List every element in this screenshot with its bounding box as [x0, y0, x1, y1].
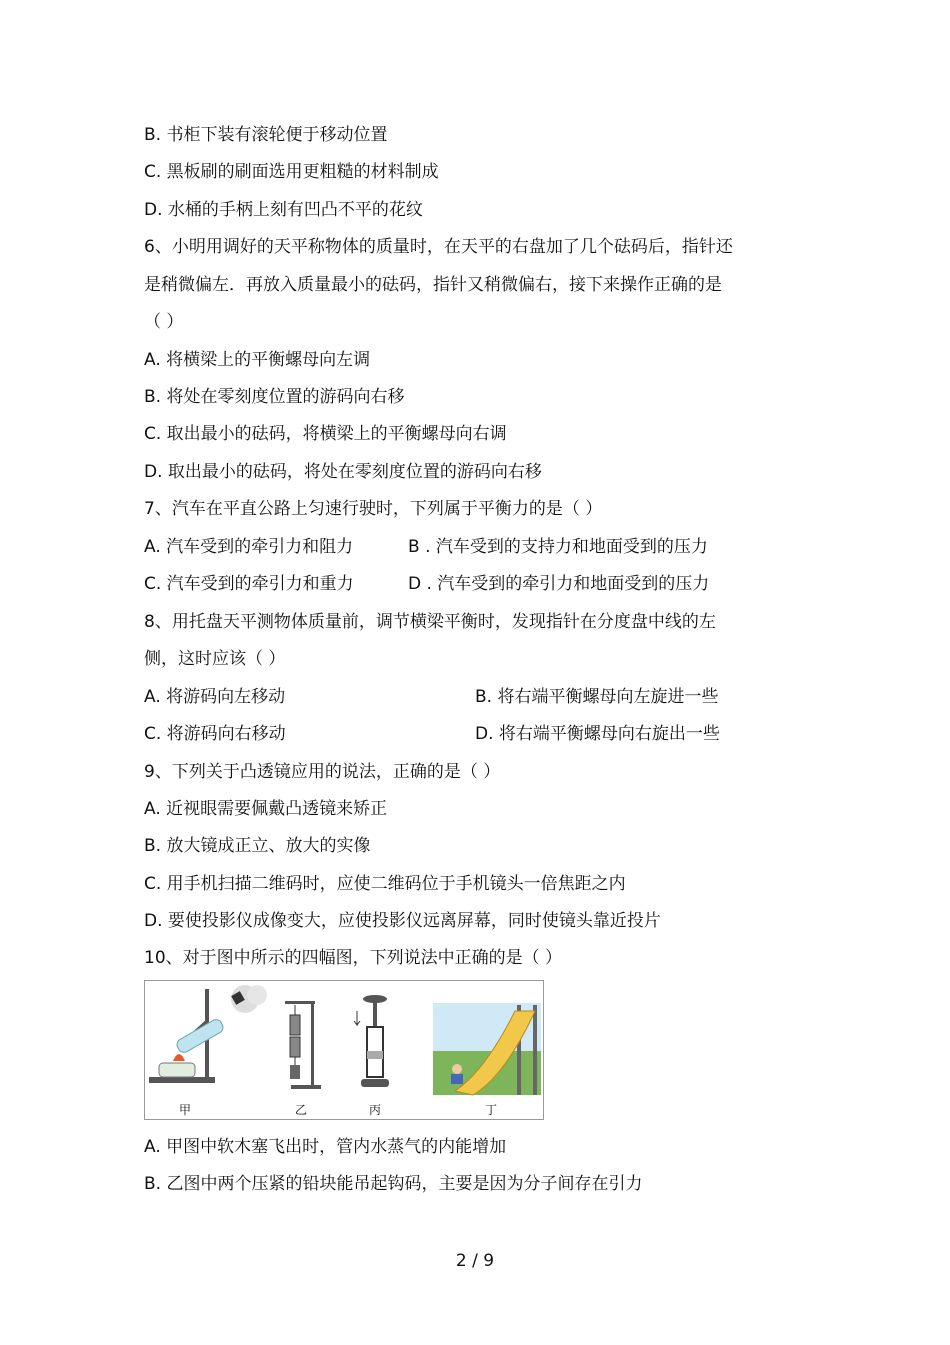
q5-option-c: C. 黑板刷的刷面选用更粗糙的材料制成 [144, 162, 439, 182]
q9-option-b: B. 放大镜成正立、放大的实像 [144, 836, 371, 856]
panel-bing-illustration [354, 995, 389, 1087]
q7-option-b: B . 汽车受到的支持力和地面受到的压力 [408, 537, 708, 557]
q9-option-c: C. 用手机扫描二维码时，应使二维码位于手机镜头一倍焦距之内 [144, 874, 626, 894]
q6-stem-line1: 6、小明用调好的天平称物体的质量时，在天平的右盘加了几个砝码后，指针还 [144, 237, 733, 257]
panel-ding-illustration [433, 1003, 541, 1095]
q8-option-b: B. 将右端平衡螺母向左旋进一些 [475, 687, 719, 707]
q8-stem-line1: 8、用托盘天平测物体质量前，调节横梁平衡时，发现指针在分度盘中线的左 [144, 612, 716, 632]
panel-jia-illustration [149, 985, 267, 1083]
q9-option-a: A. 近视眼需要佩戴凸透镜来矫正 [144, 799, 388, 819]
q6-option-a: A. 将横梁上的平衡螺母向左调 [144, 350, 371, 370]
panel-yi-illustration [285, 1001, 321, 1089]
q10-option-b: B. 乙图中两个压紧的铅块能吊起钩码，主要是因为分子间存在引力 [144, 1174, 643, 1194]
q8-option-c: C. 将游码向右移动 [144, 724, 286, 744]
caption-bing: 丙 [369, 1103, 382, 1117]
q8-stem-line2: 侧，这时应该（ ） [144, 649, 286, 669]
caption-yi: 乙 [295, 1103, 308, 1117]
q7-option-c: C. 汽车受到的牵引力和重力 [144, 574, 354, 594]
page-number: 2 / 9 [455, 1251, 495, 1271]
q6-option-c: C. 取出最小的砝码，将横梁上的平衡螺母向右调 [144, 424, 507, 444]
q10-stem: 10、对于图中所示的四幅图，下列说法中正确的是（ ） [144, 948, 563, 968]
q6-option-d: D. 取出最小的砝码，将处在零刻度位置的游码向右移 [144, 462, 542, 482]
q7-option-a: A. 汽车受到的牵引力和阻力 [144, 537, 354, 557]
q5-option-b: B. 书柜下装有滚轮便于移动位置 [144, 125, 388, 145]
q8-option-a: A. 将游码向左移动 [144, 687, 286, 707]
q9-option-d: D. 要使投影仪成像变大，应使投影仪远离屏幕，同时使镜头靠近投片 [144, 911, 661, 931]
q6-stem-line2: 是稍微偏左．再放入质量最小的砝码，指针又稍微偏右，接下来操作正确的是 [144, 275, 722, 295]
q10-figure-drawing [145, 981, 543, 1119]
q5-option-d: D. 水桶的手柄上刻有凹凸不平的花纹 [144, 200, 423, 220]
q6-answer-paren: （ ） [144, 312, 184, 332]
q6-option-b: B. 将处在零刻度位置的游码向右移 [144, 387, 405, 407]
caption-ding: 丁 [485, 1103, 498, 1117]
q8-option-d: D. 将右端平衡螺母向右旋出一些 [475, 724, 720, 744]
q10-four-panel-figure [144, 980, 544, 1120]
q10-option-a: A. 甲图中软木塞飞出时，管内水蒸气的内能增加 [144, 1137, 507, 1157]
caption-jia: 甲 [179, 1103, 192, 1117]
q9-stem: 9、下列关于凸透镜应用的说法，正确的是（ ） [144, 762, 501, 782]
q7-stem: 7、汽车在平直公路上匀速行驶时，下列属于平衡力的是（ ） [144, 499, 603, 519]
q7-option-d: D . 汽车受到的牵引力和地面受到的压力 [408, 574, 710, 594]
